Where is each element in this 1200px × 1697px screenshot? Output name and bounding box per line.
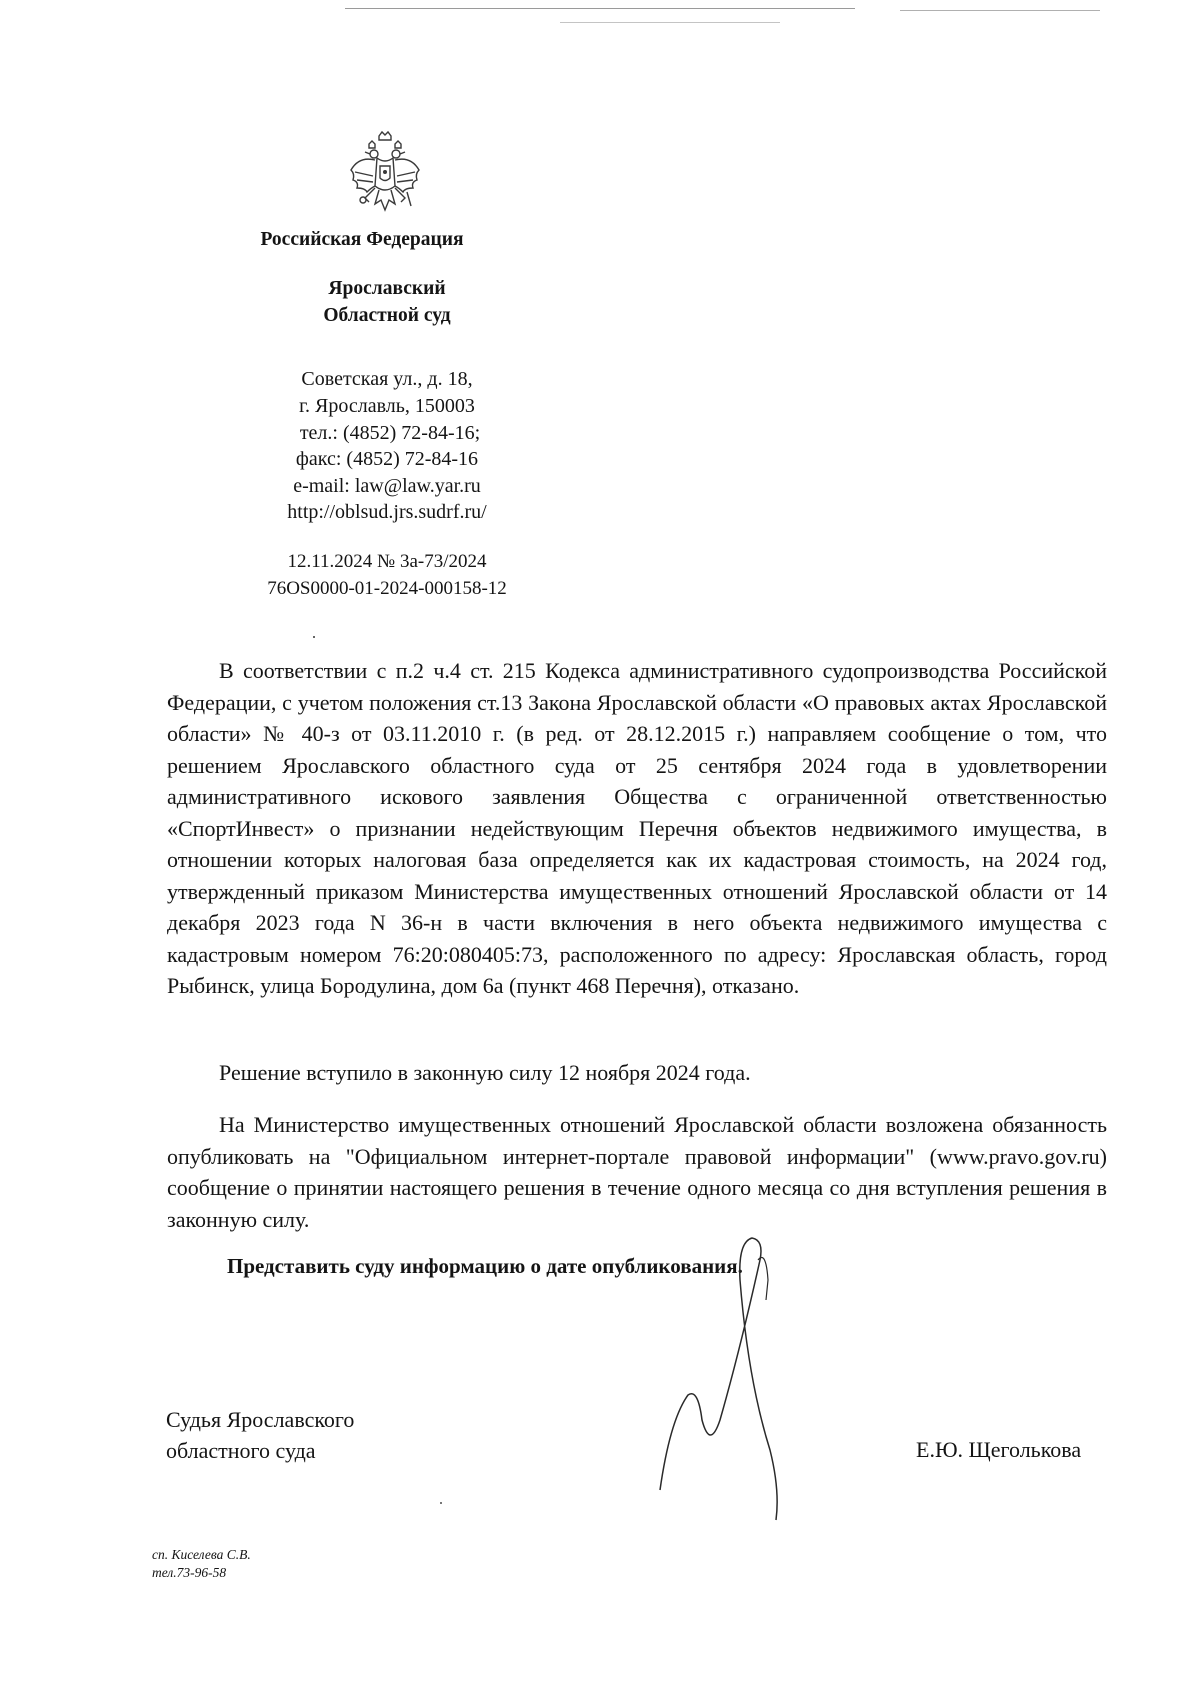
court-email: e-mail: law@law.yar.ru: [293, 475, 481, 497]
scan-speck: [440, 1502, 442, 1504]
body-paragraph-1: В соответствии с п.2 ч.4 ст. 215 Кодекса административного судопроизводства Российской Федерации, с учетом положения ст.13 Закона Ярославской области «О правовых актах Ярославской области» № 40-з от 03.11.2010 г. (в ред. от 28.12.2015 г.) направляем сообщение о том, что решением Ярославского областного суда от 25 сентября 2024 года в удовлетворении административного искового заявления Общества с ограниченной ответственностью «СпортИнвест» о признании недействующим Перечня объектов недвижимого имущества, в отношении которых налоговая база определяется как их кадастровая стоимость, на 2024 год, утвержденный приказом Министерства имущественных отношений Ярославской области от 14 декабря 2023 года N 36-н в части включения в него объекта недвижимого имущества с кадастровым номером 76:20:080405:73, расположенного по адресу: Ярославская область, город Рыбинск, улица Бородулина, дом 6а (пункт 468 Перечня), отказано.: [167, 658, 1107, 998]
executor-phone: тел.73-96-58: [152, 1565, 227, 1580]
court-name-line1: Ярославский: [328, 278, 446, 299]
coat-of-arms-emblem: [345, 130, 425, 218]
scan-edge-line: [900, 10, 1100, 11]
body-paragraph-3: На Министерство имущественных отношений Ярославской области возложена обязанность опубликовать на "Официальном интернет-портале правовой информации" (www.pravo.gov.ru) сообщение о принятии настоящего решения в течение одного месяца со дня вступления решения в законную силу.: [167, 1112, 1107, 1232]
executor-name: сп. Киселева С.В.: [152, 1547, 251, 1562]
signer-name: Е.Ю. Щеголькова: [916, 1437, 1082, 1462]
executor-note: [152, 1546, 251, 1582]
letter-body-3: [167, 1109, 1107, 1235]
handwritten-signature: [640, 1220, 810, 1530]
body-paragraph-2: Решение вступило в законную силу 12 ноября 2024 года.: [219, 1060, 751, 1085]
court-fax: факс: (4852) 72-84-16: [295, 448, 479, 470]
court-address-line1: Советская ул., д. 18,: [301, 368, 473, 390]
scan-edge-line: [560, 22, 780, 23]
scan-edge-line: [345, 8, 855, 9]
court-phone: тел.: (4852) 72-84-16;: [299, 422, 481, 444]
signer-position-line2: областного суда: [166, 1438, 316, 1463]
letter-date-number: 12.11.2024 № 3а-73/2024: [287, 551, 487, 572]
letter-body: [167, 655, 1107, 1002]
court-website: http://oblsud.jrs.sudrf.ru/: [287, 501, 487, 523]
case-identifier: 76OS0000-01-2024-000158-12: [267, 578, 507, 599]
notice-line: Представить суду информацию о дате опубликования.: [227, 1254, 743, 1278]
letter-body-2: [167, 1057, 1107, 1089]
country-name: Российская Федерация: [260, 229, 464, 250]
court-name-line2: Областной суд: [323, 305, 451, 326]
court-address-line2: г. Ярославль, 150003: [299, 395, 475, 417]
scan-speck: [313, 636, 315, 638]
signer-position-line1: Судья Ярославского: [166, 1407, 355, 1432]
signer-position: [166, 1404, 354, 1466]
